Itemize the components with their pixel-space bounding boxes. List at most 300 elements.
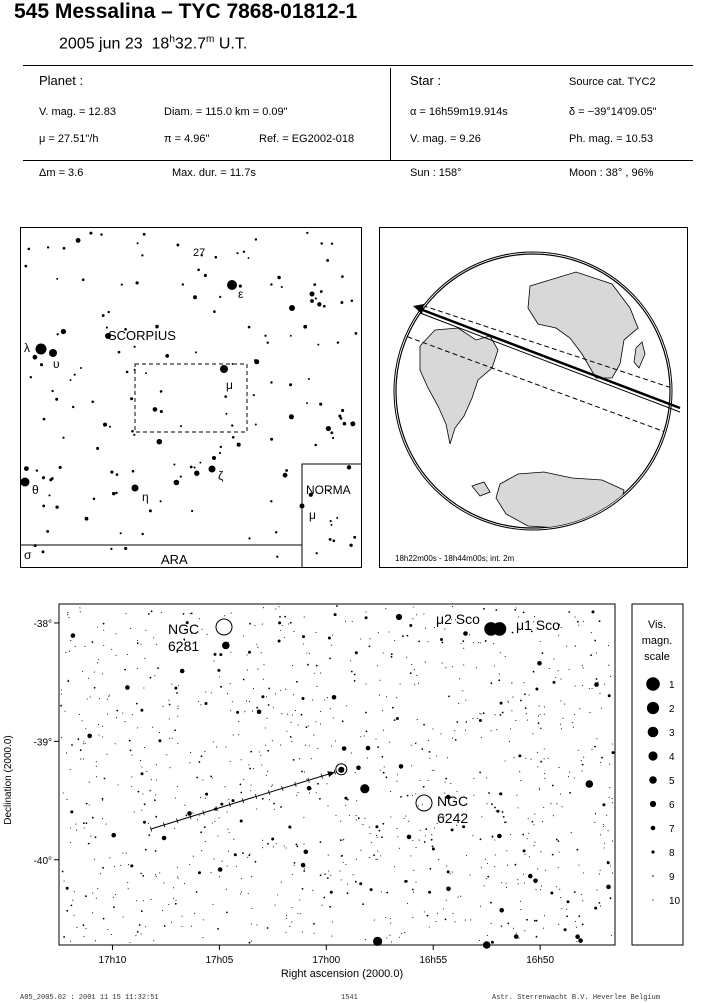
field-star	[65, 652, 66, 653]
field-star	[198, 701, 199, 702]
field-star	[556, 839, 558, 841]
field-star	[375, 859, 376, 860]
field-star	[486, 777, 487, 778]
y-axis-title: Declination (2000.0)	[3, 735, 14, 825]
field-star	[515, 720, 516, 721]
field-star	[289, 926, 290, 927]
field-star	[497, 810, 500, 813]
field-star	[214, 821, 215, 822]
star-mu	[220, 365, 228, 373]
field-star	[415, 743, 416, 744]
field-star	[76, 830, 77, 831]
field-star	[400, 796, 402, 798]
field-star	[434, 827, 435, 828]
field-star	[145, 926, 146, 927]
field-star	[280, 806, 282, 808]
field-star	[342, 720, 344, 722]
finder-star	[289, 414, 294, 419]
field-star	[301, 771, 303, 773]
field-star	[452, 871, 453, 872]
field-star	[316, 665, 318, 667]
label-norma-mu: μ	[309, 508, 316, 522]
hour-unit: h	[169, 34, 175, 45]
scale-label: 6	[669, 800, 675, 811]
field-star	[334, 613, 337, 616]
field-star	[247, 670, 248, 671]
finder-star	[276, 556, 278, 558]
finder-star	[306, 402, 308, 404]
field-star	[343, 862, 344, 863]
field-star	[285, 689, 286, 690]
field-star	[576, 927, 577, 928]
field-star	[103, 918, 105, 920]
finder-star	[137, 242, 139, 244]
finder-star	[131, 430, 134, 433]
field-star	[175, 903, 177, 905]
field-star	[214, 858, 215, 859]
field-star	[427, 915, 429, 917]
field-star	[302, 635, 305, 638]
field-star	[561, 679, 562, 680]
field-star	[177, 867, 178, 868]
scale-label: 8	[669, 848, 675, 859]
finder-star	[320, 290, 323, 293]
field-star	[222, 861, 223, 862]
field-star	[512, 697, 513, 698]
finder-star	[56, 278, 58, 280]
field-star	[159, 732, 160, 733]
field-star	[120, 865, 121, 866]
field-star	[240, 784, 242, 786]
field-star	[314, 933, 315, 934]
field-star	[520, 901, 521, 902]
field-star	[136, 703, 138, 705]
finder-star	[248, 326, 251, 329]
field-star	[219, 876, 220, 877]
field-star	[589, 712, 590, 713]
finder-star	[110, 471, 113, 474]
field-star	[429, 926, 430, 927]
scale-dot	[648, 751, 657, 760]
field-star	[111, 833, 116, 838]
field-star	[193, 856, 194, 857]
field-star	[282, 625, 283, 626]
field-star	[227, 865, 228, 866]
field-star	[82, 720, 83, 721]
field-star	[85, 728, 86, 729]
field-star	[294, 865, 295, 866]
field-star	[145, 849, 147, 851]
field-star	[371, 842, 372, 843]
field-star	[491, 803, 493, 805]
field-star	[109, 695, 110, 696]
field-star	[594, 640, 596, 642]
field-star	[345, 621, 346, 622]
field-star	[540, 761, 542, 763]
field-star	[446, 866, 447, 867]
field-star	[316, 686, 317, 687]
field-star	[540, 641, 541, 642]
field-star	[518, 754, 521, 757]
field-star	[79, 714, 80, 715]
field-star	[79, 607, 80, 608]
field-star	[290, 622, 292, 624]
field-star	[415, 847, 416, 848]
field-star	[366, 746, 371, 751]
field-star	[327, 805, 328, 806]
info-bottom-rule	[23, 160, 693, 161]
field-star	[380, 770, 381, 771]
field-star	[553, 815, 554, 816]
field-star	[336, 605, 338, 607]
finder-star	[110, 548, 112, 550]
field-star	[473, 778, 474, 779]
finder-star	[174, 480, 180, 486]
field-star	[312, 700, 313, 701]
field-star	[107, 929, 108, 930]
field-star	[525, 707, 527, 709]
field-star	[377, 837, 378, 838]
field-star	[317, 748, 318, 749]
field-star	[127, 882, 128, 883]
label-lambda: λ	[24, 341, 30, 355]
field-star	[106, 824, 107, 825]
field-star	[281, 882, 282, 883]
finder-star	[165, 354, 169, 358]
field-star	[438, 859, 439, 860]
field-star	[199, 815, 200, 816]
field-star	[83, 822, 85, 824]
field-star	[450, 873, 451, 874]
field-star	[96, 776, 97, 777]
finder-star	[353, 536, 356, 539]
field-star	[320, 874, 322, 876]
star-declination: δ = −39°14'09.05"	[569, 106, 657, 118]
field-star	[596, 653, 597, 654]
field-star	[83, 741, 84, 742]
field-star	[68, 617, 69, 618]
field-star	[495, 714, 496, 715]
field-star	[611, 935, 612, 936]
y-axis-ticks	[34, 619, 59, 867]
field-star	[553, 681, 556, 684]
field-star	[544, 714, 545, 715]
field-star	[356, 766, 361, 771]
field-star	[219, 817, 220, 818]
field-star	[277, 894, 278, 895]
field-star	[123, 916, 124, 917]
field-star	[500, 702, 503, 705]
planet-diameter: Diam. = 115.0 km = 0.09"	[164, 106, 288, 118]
field-star	[265, 727, 266, 728]
field-star	[234, 853, 237, 856]
field-star	[389, 935, 390, 936]
field-star	[140, 760, 141, 761]
field-star	[425, 662, 426, 663]
field-star	[514, 609, 516, 611]
field-star	[76, 927, 77, 928]
finder-star	[289, 305, 295, 311]
field-star	[535, 688, 538, 691]
field-star	[404, 932, 405, 933]
field-star	[266, 718, 267, 719]
field-star	[577, 849, 579, 851]
field-star	[290, 722, 291, 723]
field-star	[545, 870, 546, 871]
field-star	[394, 866, 395, 867]
page-title: 545 Messalina – TYC 7868-01812-1	[14, 0, 358, 23]
field-star	[534, 920, 536, 922]
field-star	[143, 687, 144, 688]
field-star	[501, 882, 502, 883]
field-star	[382, 823, 384, 825]
mu2-sco-label: μ2 Sco	[436, 611, 480, 627]
field-star	[238, 721, 239, 722]
star-heading: Star :	[410, 73, 442, 88]
field-star	[271, 838, 274, 841]
finder-star	[82, 278, 85, 281]
star-epsilon	[227, 280, 237, 290]
field-star	[544, 758, 545, 759]
field-star	[518, 938, 519, 939]
field-star	[524, 930, 525, 931]
field-star	[71, 905, 73, 907]
field-star	[487, 935, 488, 936]
field-star	[590, 654, 592, 656]
field-star	[494, 839, 495, 840]
info-top-rule	[23, 65, 693, 66]
field-star	[394, 640, 395, 641]
scale-dot	[648, 727, 659, 738]
finder-star	[36, 469, 38, 471]
field-star	[158, 739, 161, 742]
field-star	[609, 787, 610, 788]
field-star	[524, 693, 526, 695]
field-star	[99, 698, 100, 699]
finder-star	[289, 383, 292, 386]
finder-star	[108, 311, 110, 313]
field-star	[341, 879, 342, 880]
star-eta	[132, 485, 139, 492]
field-star	[92, 893, 93, 894]
field-star	[331, 645, 332, 646]
field-star	[205, 798, 206, 799]
field-star	[137, 642, 139, 644]
bright-star	[373, 937, 382, 946]
field-star	[479, 713, 480, 714]
label-zeta: ζ	[218, 469, 224, 483]
finder-chart	[20, 227, 362, 568]
bright-star	[360, 784, 369, 793]
field-star	[274, 809, 275, 810]
field-star	[538, 716, 539, 717]
field-star	[594, 907, 597, 910]
field-star	[297, 913, 298, 914]
field-star	[582, 764, 584, 766]
bright-star	[493, 622, 507, 636]
field-star	[70, 941, 71, 942]
field-star	[452, 913, 453, 914]
finder-star	[55, 506, 58, 509]
field-star	[445, 667, 446, 668]
field-star	[204, 751, 205, 752]
field-star	[390, 816, 391, 817]
finder-star	[193, 295, 197, 299]
field-star	[340, 821, 341, 822]
field-star	[96, 766, 97, 767]
field-star	[442, 663, 443, 664]
field-star	[217, 835, 218, 836]
field-star	[480, 642, 481, 643]
field-star	[365, 712, 367, 714]
field-star	[527, 838, 528, 839]
field-star	[567, 900, 570, 903]
field-star	[303, 817, 304, 818]
field-star	[487, 803, 488, 804]
finder-star	[194, 466, 196, 468]
field-star	[256, 808, 257, 809]
scale-dot	[652, 875, 654, 877]
field-star	[173, 898, 174, 899]
field-star	[528, 833, 529, 834]
field-star	[356, 819, 357, 820]
finder-star	[232, 436, 235, 439]
field-star	[544, 915, 545, 916]
field-star	[71, 633, 76, 638]
field-star	[412, 840, 413, 841]
finder-star	[63, 247, 66, 250]
field-star	[241, 891, 242, 892]
sun-elongation: Sun : 158°	[410, 167, 462, 179]
field-star	[600, 834, 601, 835]
field-star	[97, 626, 98, 627]
field-star	[327, 697, 328, 698]
field-star	[591, 749, 592, 750]
field-star	[509, 741, 510, 742]
field-star	[379, 695, 380, 696]
finder-star	[91, 401, 94, 404]
field-star	[386, 696, 387, 697]
field-star	[382, 710, 383, 711]
field-star	[350, 660, 351, 661]
field-star	[83, 758, 84, 759]
scale-dot	[650, 801, 656, 807]
field-star	[125, 685, 130, 690]
field-star	[177, 876, 178, 877]
field-star	[506, 822, 507, 823]
finder-star	[314, 444, 317, 447]
bright-star	[396, 614, 402, 620]
field-star	[73, 915, 74, 916]
field-star	[90, 836, 91, 837]
field-star	[594, 682, 599, 687]
field-star	[74, 891, 75, 892]
field-star	[477, 718, 478, 719]
globe-panel	[379, 227, 688, 568]
field-star	[576, 941, 577, 942]
field-star	[424, 911, 425, 912]
field-star	[375, 825, 378, 828]
field-star	[594, 746, 596, 748]
field-star	[78, 738, 80, 740]
field-star	[365, 683, 366, 684]
field-star	[603, 824, 604, 825]
field-star	[575, 921, 576, 922]
field-star	[515, 864, 517, 866]
field-star	[568, 776, 569, 777]
field-star	[184, 805, 185, 806]
field-star	[201, 755, 203, 757]
field-star	[202, 937, 203, 938]
field-star	[122, 852, 123, 853]
finder-star	[336, 517, 338, 519]
field-star	[279, 616, 281, 618]
field-star	[486, 878, 487, 879]
field-star	[383, 730, 384, 731]
field-star	[129, 942, 130, 943]
field-star	[154, 675, 155, 676]
finder-star	[194, 471, 199, 476]
field-star	[275, 609, 276, 610]
field-star	[383, 772, 385, 774]
finder-star	[264, 335, 266, 337]
field-star	[80, 759, 81, 760]
field-star	[169, 738, 170, 739]
field-star	[275, 693, 276, 694]
field-star	[212, 777, 213, 778]
field-star	[70, 810, 73, 813]
field-star	[342, 746, 347, 751]
field-star	[399, 937, 400, 938]
field-star	[149, 790, 150, 791]
field-star	[217, 928, 219, 930]
field-star	[480, 838, 482, 840]
field-star	[385, 917, 386, 918]
field-star	[472, 835, 473, 836]
field-star	[524, 882, 525, 883]
field-star	[520, 700, 522, 702]
field-star	[248, 854, 250, 856]
field-star	[140, 644, 141, 645]
field-star	[479, 719, 482, 722]
field-star	[267, 771, 268, 772]
field-star	[116, 655, 117, 656]
field-star	[485, 859, 486, 860]
field-star	[304, 850, 309, 855]
field-star	[412, 795, 413, 796]
field-star	[306, 726, 308, 728]
finder-star	[303, 325, 307, 329]
field-star	[94, 687, 96, 689]
field-star	[212, 822, 213, 823]
field-star	[541, 886, 542, 887]
field-star	[544, 773, 545, 774]
field-star	[291, 741, 292, 742]
field-star	[366, 731, 368, 733]
field-star	[573, 727, 574, 728]
field-star	[347, 799, 349, 801]
field-star	[454, 730, 455, 731]
field-star	[292, 874, 293, 875]
finder-star	[313, 283, 316, 286]
finder-star	[24, 466, 29, 471]
field-star	[256, 924, 257, 925]
finder-star	[236, 252, 238, 254]
field-star	[141, 772, 144, 775]
field-star	[285, 932, 286, 933]
field-star	[251, 941, 252, 942]
field-star	[501, 926, 502, 927]
